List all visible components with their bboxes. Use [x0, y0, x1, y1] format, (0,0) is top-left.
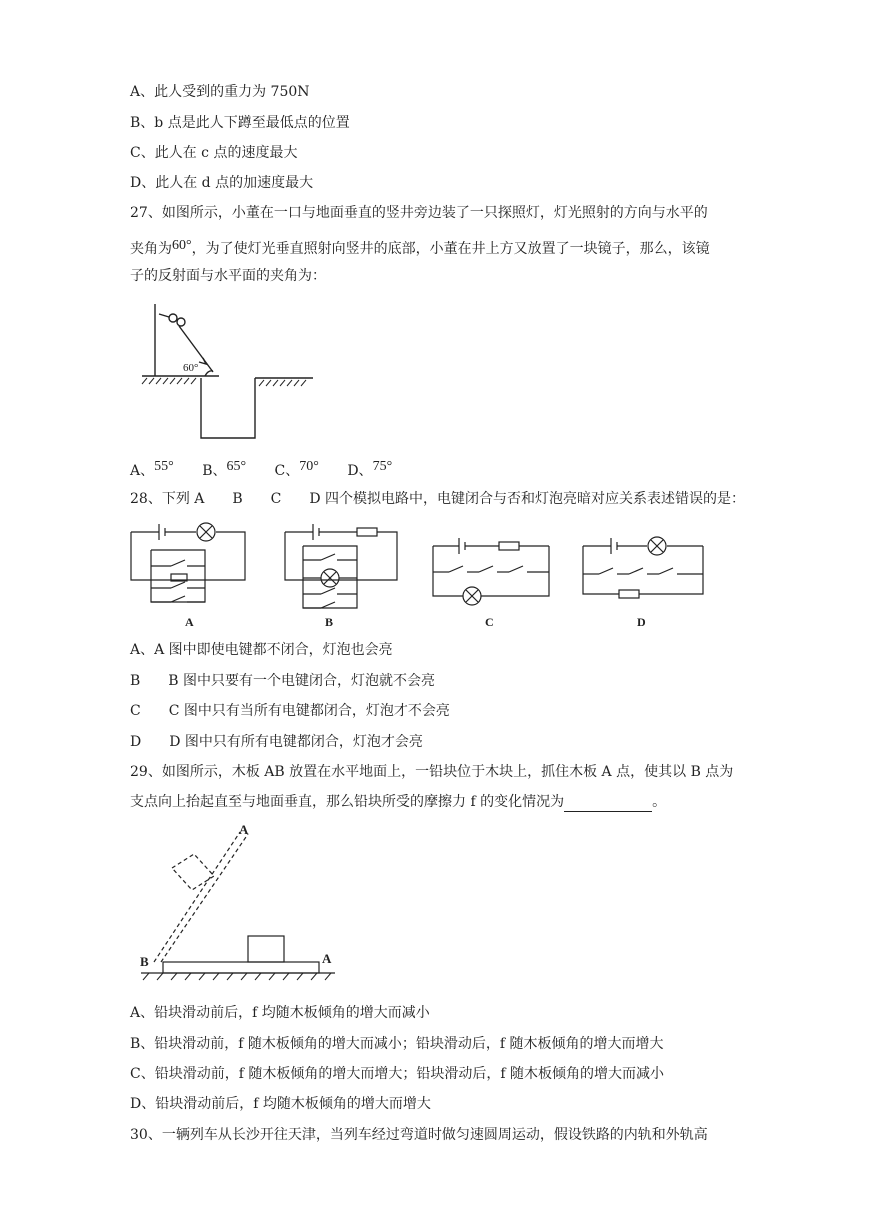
q28-circuit-label-d: D	[637, 615, 646, 629]
q26-option-c: C、此人在 c 点的速度最大	[130, 145, 298, 161]
q28-option-c: C C 图中只有当所有电键都闭合，灯泡才不会亮	[130, 703, 450, 719]
q27-option-d-value: 75°	[372, 459, 393, 474]
q27-option-c-value: 70°	[299, 459, 319, 474]
q27-searchlight-well-figure	[135, 300, 325, 445]
q27-figure-angle-label: 60°	[183, 362, 199, 374]
q28-circuit-label-a: A	[185, 615, 194, 629]
q29-option-c: C、铅块滑动前，f 随木板倾角的增大而增大；铅块滑动后，f 随木板倾角的增大而减小	[130, 1066, 664, 1082]
q27-stem-line2: 夹角为60°，为了使灯光垂直照射向竖井的底部，小董在井上方又放置了一块镜子，那么，该镜	[130, 238, 710, 257]
q27-stem-line1: 27、如图所示，小董在一口与地面垂直的竖井旁边装了一只探照灯，灯光照射的方向与水平的	[130, 205, 708, 221]
q29-label-a-right: A	[322, 951, 332, 966]
q29-incline-board-figure	[135, 820, 350, 980]
q29-label-b: B	[140, 954, 149, 969]
q27-stem-line3: 子的反射面与水平面的夹角为：	[130, 268, 326, 284]
q29-option-d: D、铅块滑动前后，f 均随木板倾角的增大而增大	[130, 1096, 431, 1112]
q29-label-a-top: A	[239, 822, 249, 837]
q27-angle: 60°	[172, 238, 192, 253]
q29-stem-line1: 29、如图所示，木板 AB 放置在水平地面上，一铅块位于木块上，抓住木板 A 点，使其以 B 点为	[130, 764, 734, 780]
q27-options: A、55° B、65° C、70° D、75°	[130, 459, 393, 479]
q26-option-a: A、此人受到的重力为 750N	[130, 84, 310, 100]
q29-stem-line2: 支点向上抬起直至与地面垂直，那么铅块所受的摩擦力 f 的变化情况为 。	[130, 794, 667, 810]
q28-circuit-label-c: C	[485, 615, 494, 629]
q29-answer-blank[interactable]	[564, 797, 652, 812]
q28-option-a: A、A 图中即使电键都不闭合，灯泡也会亮	[130, 642, 393, 658]
q28-option-d: D D 图中只有所有电键都闭合，灯泡才会亮	[130, 734, 423, 750]
q29-option-b: B、铅块滑动前，f 随木板倾角的增大而减小；铅块滑动后，f 随木板倾角的增大而增大	[130, 1036, 664, 1052]
q27-option-a-value: 55°	[154, 459, 174, 474]
q26-option-d: D、此人在 d 点的加速度最大	[130, 175, 314, 191]
q28-circuit-diagrams	[125, 518, 725, 630]
q26-option-b: B、b 点是此人下蹲至最低点的位置	[130, 115, 350, 131]
q28-option-b: B B 图中只要有一个电键闭合，灯泡就不会亮	[130, 673, 436, 689]
q28-stem: 28、下列 A B C D 四个模拟电路中，电键闭合与否和灯泡亮暗对应关系表述错误的是：	[130, 491, 746, 507]
q29-option-a: A、铅块滑动前后，f 均随木板倾角的增大而减小	[130, 1005, 430, 1021]
q27-option-b-value: 65°	[226, 459, 247, 474]
q30-stem-line1: 30、一辆列车从长沙开往天津，当列车经过弯道时做匀速圆周运动，假设铁路的内轨和外轨高	[130, 1127, 708, 1143]
q28-circuit-label-b: B	[325, 615, 334, 629]
